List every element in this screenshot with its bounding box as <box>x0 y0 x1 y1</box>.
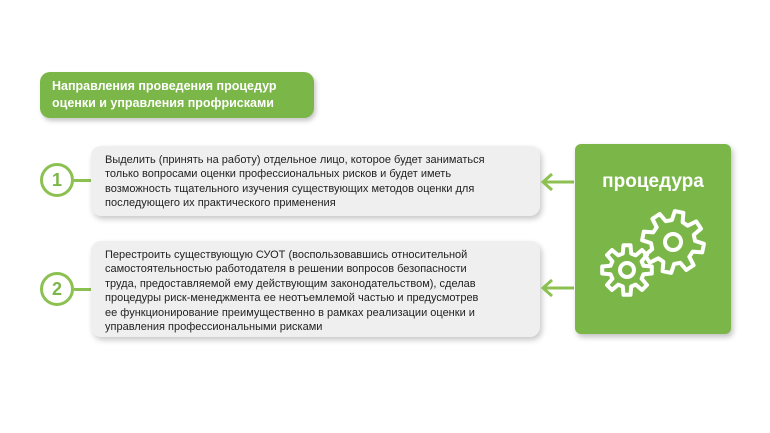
step-number-1: 1 <box>40 163 74 197</box>
procedure-label: процедура <box>602 171 704 192</box>
step-2-line: Перестроить существующую СУОТ (воспользовавшись относительной <box>105 249 468 261</box>
step-1-text-box <box>91 146 540 216</box>
arrow-to-step-2-icon <box>538 278 578 298</box>
step-1-line: возможность тщательного изучения существующих методов оценки для <box>105 182 475 195</box>
title-badge <box>40 72 314 118</box>
step-1-line: Выделить (принять на работу) отдельное лицо, которое будет заниматься <box>105 154 485 166</box>
step-2-line: ее функционирование преимущественно в рамках реализации оценки и <box>105 306 475 319</box>
gears-icon <box>575 144 731 334</box>
step-2-line: процедуры риск-менеджмента ее неотъемлемой частью и предусмотрев <box>105 292 479 305</box>
step-2-line: труда, предоставляемой ему действующим законодательством), сделав <box>105 277 476 290</box>
step-1-line: только вопросами оценки профессиональных рисков и будет иметь <box>105 168 452 181</box>
title-line-2: оценки и управления профрисками <box>52 96 274 110</box>
gear-small-icon <box>602 245 652 295</box>
procedure-box <box>575 144 731 334</box>
gear-large-icon <box>642 211 704 273</box>
step-2-text-box <box>91 241 540 337</box>
step-2-line: самостоятельностью работодателя в решении вопросов безопасности <box>105 263 467 276</box>
step-1-line: последующего их практического применения <box>105 197 336 210</box>
step-2-line: управления профессиональными рисками <box>105 321 323 334</box>
arrow-to-step-1-icon <box>538 172 578 192</box>
title-line-1: Направления проведения процедур <box>52 79 277 93</box>
step-number-2: 2 <box>40 272 74 306</box>
